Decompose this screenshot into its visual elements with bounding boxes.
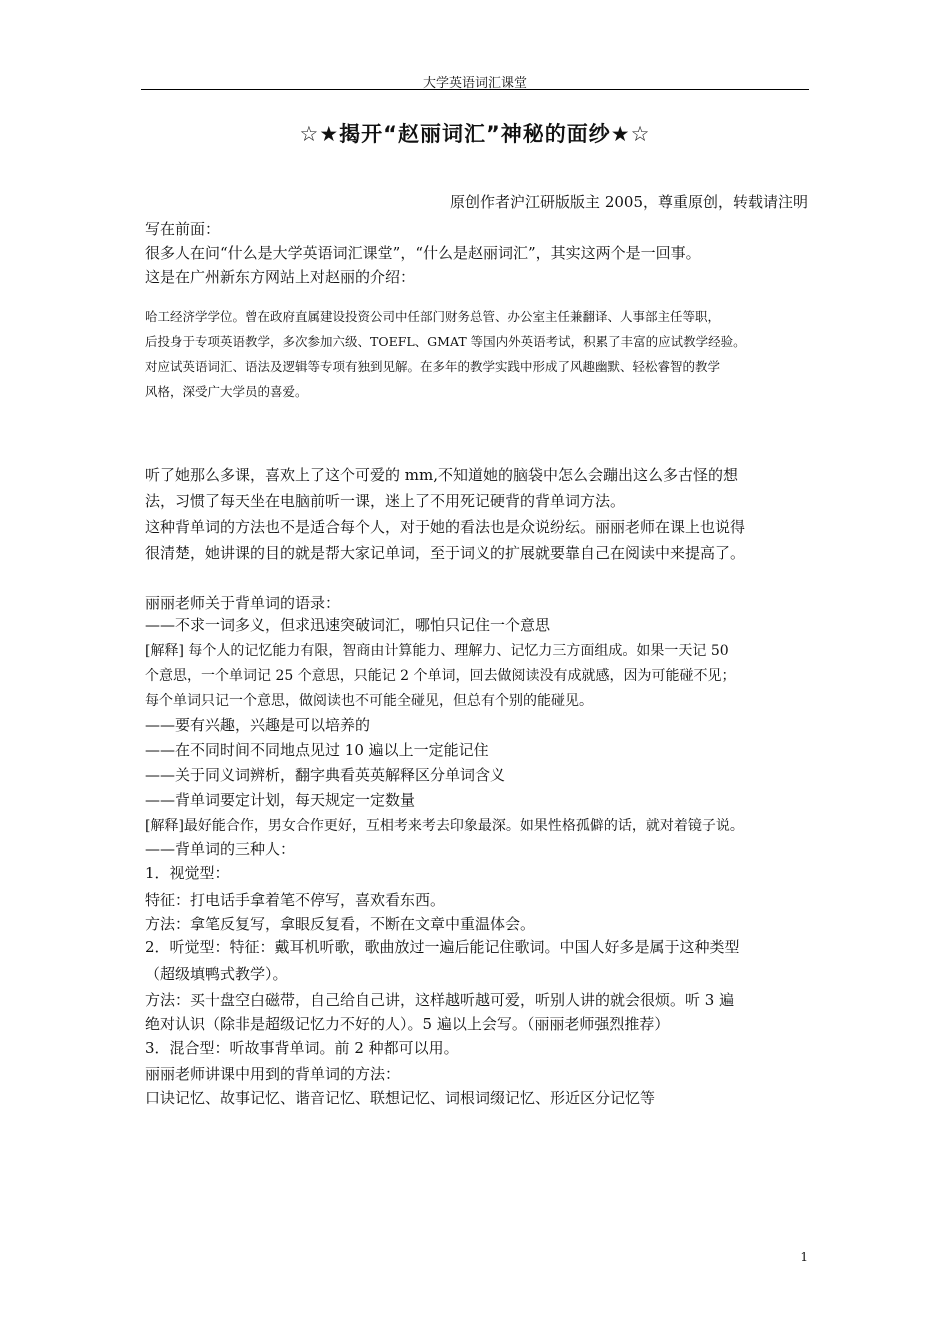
quote-item: ——关于同义词辨析，翻字典看英英解释区分单词含义 [145,766,506,784]
paragraph-line: 法，习惯了每天坐在电脑前听一课，迷上了不用死记硬背的背单词方法。 [145,492,626,510]
header-rule [141,89,809,90]
type-heading: 3．混合型：听故事背单词。前 2 种都可以用。 [145,1039,459,1057]
intro-line: 这是在广州新东方网站上对赵丽的介绍： [145,268,416,286]
methods-list: 口诀记忆、故事记忆、谐音记忆、联想记忆、词根词缀记忆、形近区分记忆等 [145,1089,656,1107]
quote-note: 每个单词只记一个意思，做阅读也不可能全碰见，但总有个别的能碰见。 [145,693,593,709]
type-line: 方法：买十盘空白磁带，自己给自己讲，这样越听越可爱，听别人讲的就会很烦。听 3 遍 [145,991,735,1009]
type-heading: 2．听觉型：特征：戴耳机听歌，歌曲放过一遍后能记住歌词。中国人好多是属于这种类型 [145,938,740,956]
type-heading: 1．视觉型： [145,864,230,882]
intro-line: 很多人在问“什么是大学英语词汇课堂”，“什么是赵丽词汇”，其实这两个是一回事。 [145,244,701,262]
paragraph-line: 这种背单词的方法也不是适合每个人，对于她的看法也是众说纷纭。丽丽老师在课上也说得 [145,518,746,536]
quotes-heading: 丽丽老师关于背单词的语录： [145,594,341,612]
quote-item: ——背单词的三种人： [145,840,296,858]
quote-item: ——背单词要定计划，每天规定一定数量 [145,791,416,809]
paragraph-line: 很清楚，她讲课的目的就是帮大家记单词，至于词义的扩展就要靠自己在阅读中来提高了。 [145,544,746,562]
quote-note: [解释] 每个人的记忆能力有限，智商由计算能力、理解力、记忆力三方面组成。如果一天记 50 [145,643,729,659]
quote-item: ——不求一词多义，但求迅速突破词汇，哪怕只记住一个意思 [145,616,551,634]
methods-heading: 丽丽老师讲课中用到的背单词的方法： [145,1065,401,1083]
type-line: （超级填鸭式教学）。 [145,965,288,983]
bio-line: 后投身于专项英语教学，多次参加六级、TOEFL、GMAT 等国内外英语考试，积累了丰富的应试教学经验。 [145,334,746,349]
document-title: ☆★揭开“赵丽词汇”神秘的面纱★☆ [299,122,651,146]
paragraph-line: 听了她那么多课，喜欢上了这个可爱的 mm,不知道她的脑袋中怎么会蹦出这么多古怪的想 [145,466,738,484]
bio-line: 哈工经济学学位。曾在政府直属建设投资公司中任部门财务总管、办公室主任兼翻译、人事部主任等职， [145,309,721,324]
quote-item: ——在不同时间不同地点见过 10 遍以上一定能记住 [145,741,489,759]
page-number: 1 [800,1250,808,1264]
type-line: 绝对认识（除非是超级记忆力不好的人）。5 遍以上会写。（丽丽老师强烈推荐） [145,1015,670,1033]
quote-note: [解释]最好能合作，男女合作更好，互相考来考去印象最深。如果性格孤僻的话，就对着镜子说。 [145,818,744,834]
quote-item: ——要有兴趣，兴趣是可以培养的 [145,716,371,734]
quote-note: 个意思，一个单词记 25 个意思，只能记 2 个单词，回去做阅读没有成就感，因为可能碰不见； [145,668,736,684]
running-header: 大学英语词汇课堂 [422,76,527,91]
intro-heading: 写在前面： [145,220,221,238]
attribution: 原创作者沪江研版版主 2005，尊重原创，转载请注明 [450,193,808,211]
bio-line: 对应试英语词汇、语法及逻辑等专项有独到见解。在多年的教学实践中形成了风趣幽默、轻松睿智的教学 [145,359,721,374]
type-line: 特征：打电话手拿着笔不停写，喜欢看东西。 [145,891,446,909]
bio-line: 风格，深受广大学员的喜爱。 [145,384,308,399]
type-line: 方法：拿笔反复写，拿眼反复看，不断在文章中重温体会。 [145,915,536,933]
